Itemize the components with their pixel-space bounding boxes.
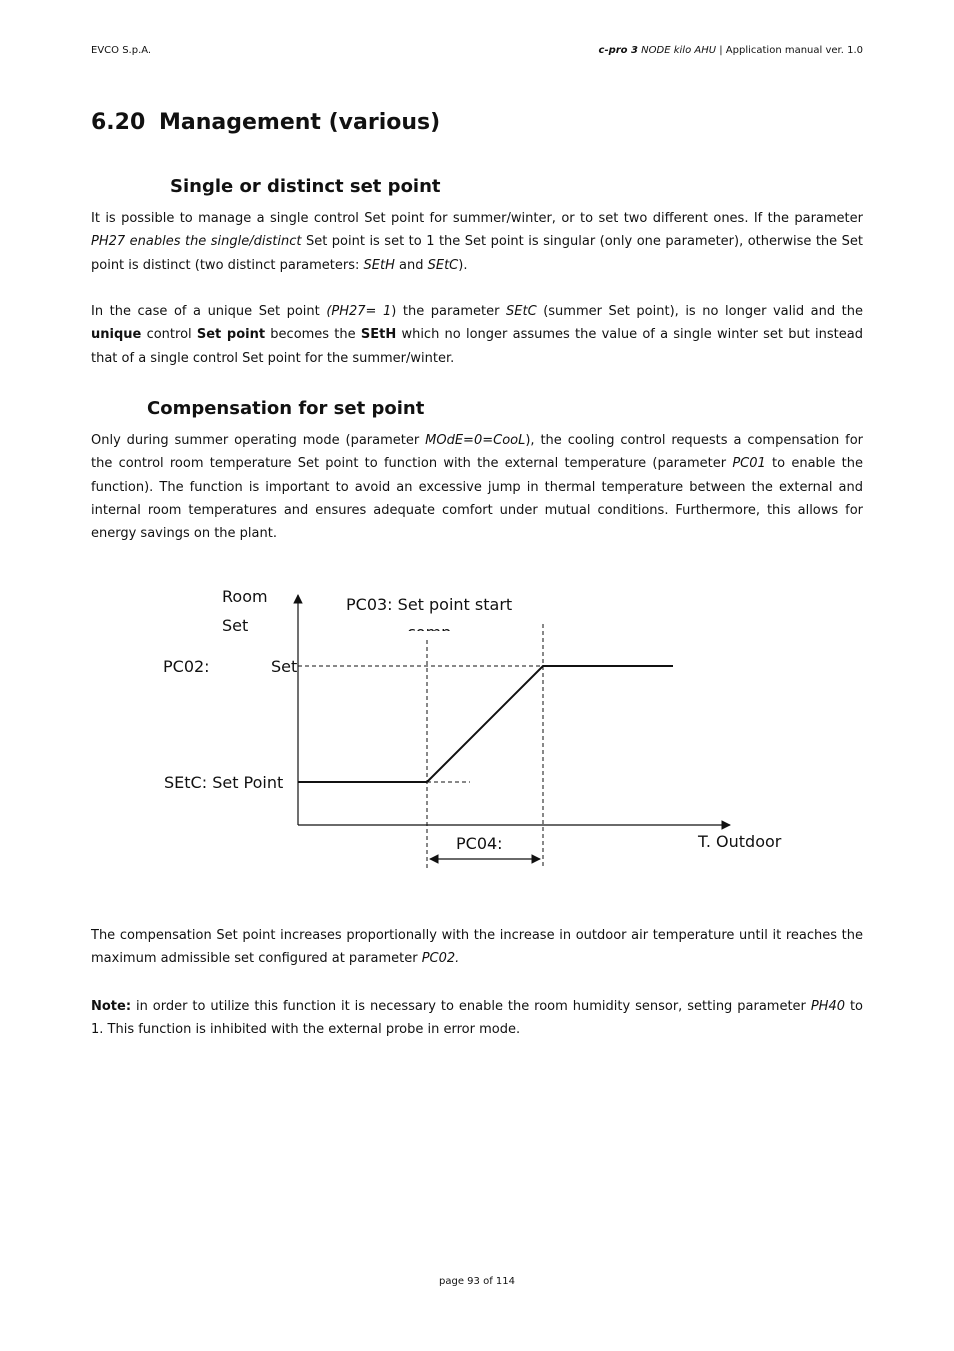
text-run: ), the cooling control requests a compensation for the control room temperature Set point to function with the external temperature (parameter: [91, 433, 863, 472]
header-company: EVCO S.p.A.: [91, 45, 152, 56]
param-pc02: PC02.: [421, 951, 460, 967]
pc02-set-label: Set: [271, 657, 298, 676]
section-number: 6.20: [91, 110, 146, 135]
text-run: It is possible to manage a single control Set point for summer/winter, or to set two different ones. If the parameter: [91, 211, 863, 226]
param-setc: SEtC: [427, 257, 459, 273]
pc03-label: PC03: Set point start: [346, 595, 513, 614]
param-setc: SEtC: [506, 304, 537, 319]
y-axis-label-set: Set: [222, 616, 249, 635]
text-run: Set point is set to 1 the Set point is singular (only one parameter), otherwise the Set point is distinct (two distinct parameters:: [91, 234, 863, 273]
header-manual-version: | Application manual ver. 1.0: [716, 45, 863, 56]
pc04-label: PC04:: [456, 834, 503, 853]
pc03-clipped-label-box: [407, 623, 451, 642]
x-axis-label: T. Outdoor: [698, 832, 782, 851]
param-ph40: PH40: [810, 999, 845, 1014]
text-run: which no longer assumes the value of a single winter set but instead that of a single control Set point for the summer/winter.: [91, 327, 863, 366]
text-run: and: [394, 257, 428, 273]
param-pc01: PC01: [732, 456, 766, 472]
param-mode: MOdE=0=CooL: [425, 433, 526, 448]
setc-label: SEtC: Set Point: [164, 773, 284, 792]
text-run: In the case of a unique Set point: [91, 304, 327, 319]
param-ph27-value: (PH27= 1: [326, 304, 392, 319]
text-run: becomes the: [265, 327, 361, 343]
setpoint-curve: [298, 666, 673, 782]
text-run: to enable the function). The function is important to avoid an excessive jump in thermal temperature between the external and internal room temperatures and ensures adequate comfort under mutual conditions. Furthermore, this allows for energy savings on the plant.: [91, 456, 863, 542]
emphasis-seth: SEtH: [360, 327, 397, 343]
pc02-label: PC02:: [163, 657, 210, 676]
header-product-name: c-pro 3: [598, 45, 638, 56]
heading-compensation: Compensation for set point: [147, 398, 425, 419]
text-run: ).: [458, 257, 468, 273]
text-run: to 1. This function is inhibited with the external probe in error mode.: [91, 999, 863, 1038]
text-run: Only during summer operating mode (parameter: [91, 433, 426, 448]
y-axis-label-room: Room: [222, 587, 268, 606]
page-number: page 93 of 114: [439, 1276, 515, 1287]
pc03-clipped-label: comp: [407, 623, 452, 642]
text-run: in order to utilize this function it is necessary to enable the room humidity sensor, setting parameter: [131, 999, 811, 1014]
header-product-model: NODE kilo AHU: [638, 45, 717, 56]
text-run: control: [141, 327, 197, 343]
note-label: Note:: [91, 999, 132, 1014]
text-run: ) the parameter: [391, 304, 506, 319]
text-run: The compensation Set point increases proportionally with the increase in outdoor air temperature until it reaches the maximum admissible set configured at parameter: [91, 928, 863, 967]
text-run: (summer Set point), is no longer valid and the: [536, 304, 864, 319]
section-title-text: Management (various): [159, 110, 441, 135]
paragraph-note: [91, 995, 863, 1042]
emphasis-unique: unique: [91, 327, 142, 343]
emphasis-set-point: Set point: [196, 327, 266, 343]
param-ph27: PH27 enables the single/distinct: [91, 234, 302, 250]
param-seth: SEtH: [363, 257, 395, 273]
paragraph-compensation-2: [91, 924, 863, 971]
heading-single-setpoint: Single or distinct set point: [170, 176, 441, 197]
